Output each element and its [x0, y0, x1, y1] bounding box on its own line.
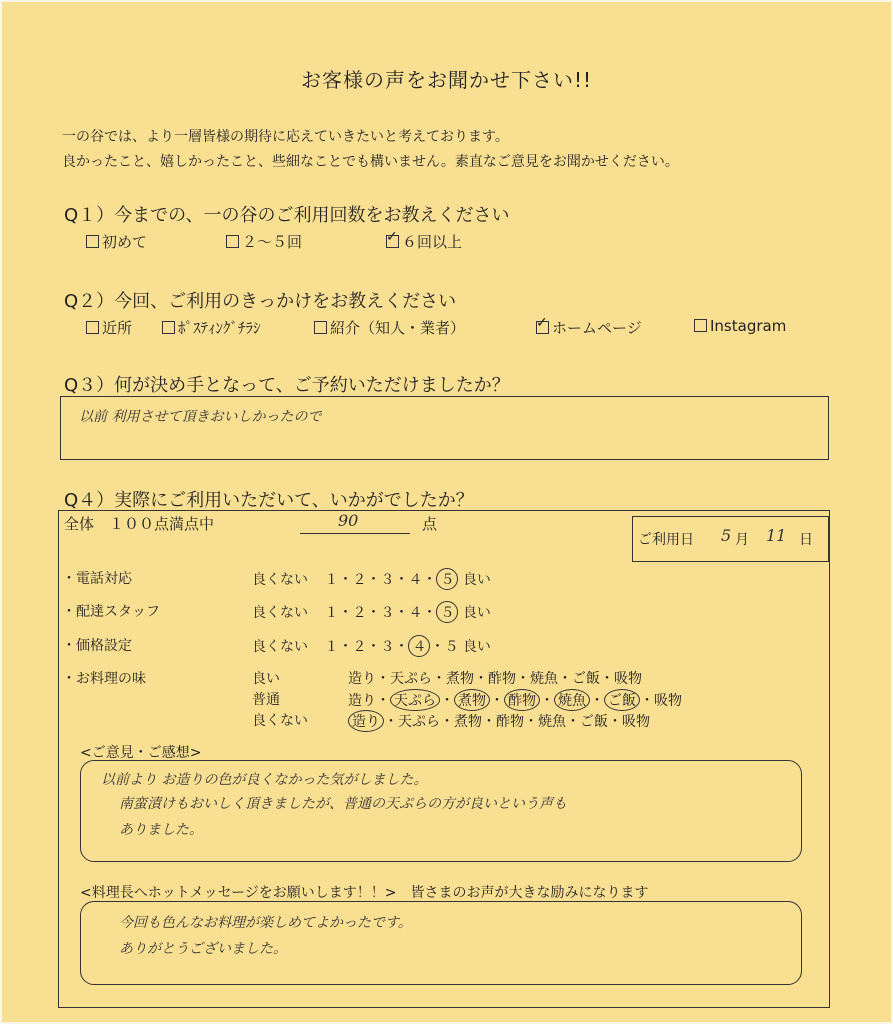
- marked-tsukuri: 造り: [348, 710, 384, 732]
- date-label: ご利用日: [638, 532, 694, 548]
- date-day[interactable]: 11: [766, 526, 787, 545]
- score-value: 90: [338, 511, 359, 530]
- rating-phone-scale[interactable]: 良くない １・２・３・４・ ５ 良い: [252, 568, 491, 590]
- marked-yakizakana: 焼魚: [554, 689, 590, 711]
- q2-label: Q２）今回、ご利用のきっかけをお教えください: [64, 291, 457, 312]
- chef-line-1: 今回も色んなお料理が楽しめてよかったです。: [119, 915, 412, 931]
- intro-line-2: 良かったこと、嬉しかったこと、些細なことでも構いません。素直なご意見をお聞かせください。: [62, 154, 679, 170]
- chef-message-box[interactable]: [80, 901, 802, 985]
- opinion-line-2: 南蛮漬けもおいしく頂きましたが、普通の天ぷらの方が良いという声も: [119, 796, 567, 812]
- chef-line-2: ありがとうございました。: [119, 941, 287, 957]
- intro-line-1: 一の谷では、より一層皆様の期待に応えていきたいと考えております。: [62, 129, 509, 145]
- checked-checkbox-icon[interactable]: [536, 321, 549, 334]
- q1-option-first[interactable]: 初めて: [86, 231, 147, 252]
- q1-label: Q１）今までの、一の谷のご利用回数をお教えください: [64, 205, 510, 226]
- selected-rating-5: ５: [436, 568, 458, 590]
- q4-label: Q４）実際にご利用いただいて、いかがでしたか？: [64, 490, 474, 511]
- opinion-line-3: ありました。: [119, 822, 203, 838]
- selected-rating-5: ５: [436, 601, 458, 623]
- q3-label: Q３）何が決め手となって、ご予約いただけましたか？: [64, 375, 510, 396]
- score-unit: 点: [422, 515, 438, 533]
- score-label: 全体 １００点満点中: [64, 515, 215, 533]
- taste-label: ・お料理の味: [62, 671, 146, 687]
- chef-message-label: <料理長へホットメッセージをお願いします！！> 皆さまのお声が大きな励みになります: [80, 885, 649, 901]
- q2-option-instagram[interactable]: Instagram: [694, 317, 786, 335]
- taste-row-bad[interactable]: 造り ・天ぷら・煮物・酢物・焼魚・ご飯・吸物: [348, 710, 650, 732]
- checkbox-icon[interactable]: [694, 319, 707, 332]
- rating-price-scale[interactable]: 良くない １・２・３・ ４ ・５ 良い: [252, 635, 491, 657]
- taste-level-good: 良い: [252, 671, 280, 687]
- survey-form: [2, 2, 891, 1022]
- taste-level-bad: 良くない: [252, 713, 308, 729]
- marked-tempura: 天ぷら: [390, 689, 440, 711]
- checkbox-icon[interactable]: [86, 321, 99, 334]
- q2-option-homepage[interactable]: ✓ ホームページ: [536, 317, 642, 338]
- opinion-label: <ご意見・ご感想>: [80, 745, 202, 761]
- date-box: [632, 516, 829, 562]
- q2-option-referral[interactable]: 紹介（知人・業者）: [314, 317, 465, 338]
- q3-answer-box[interactable]: [60, 396, 829, 460]
- q1-option-2-5[interactable]: ２～５回: [226, 231, 302, 252]
- marked-gohan: ご飯: [604, 689, 640, 711]
- opinion-line-1: 以前より お造りの色が良くなかった気がしました。: [101, 772, 428, 788]
- marked-nimono: 煮物: [454, 689, 490, 711]
- rating-price-label: ・価格設定: [62, 638, 132, 654]
- rating-phone-label: ・電話対応: [62, 571, 132, 587]
- q3-answer-text: 以前 利用させて頂きおいしかったので: [79, 409, 322, 425]
- date-day-unit: 日: [799, 532, 813, 548]
- q2-option-neighborhood[interactable]: 近所: [86, 317, 132, 338]
- checked-checkbox-icon[interactable]: [386, 235, 399, 248]
- taste-level-normal: 普通: [252, 692, 280, 708]
- page-title: お客様の声をお聞かせ下さい!!: [300, 68, 593, 92]
- score-field[interactable]: [300, 513, 410, 534]
- rating-delivery-label: ・配達スタッフ: [62, 604, 160, 620]
- checkbox-icon[interactable]: [162, 321, 175, 334]
- checkbox-icon[interactable]: [86, 235, 99, 248]
- checkbox-icon[interactable]: [314, 321, 327, 334]
- taste-row-good[interactable]: 造り・天ぷら・煮物・酢物・焼魚・ご飯・吸物: [348, 671, 642, 687]
- opinion-box[interactable]: [80, 760, 802, 862]
- checkbox-icon[interactable]: [226, 235, 239, 248]
- selected-rating-4: ４: [408, 635, 430, 657]
- q1-option-6plus[interactable]: ✓ ６回以上: [386, 231, 462, 252]
- rating-delivery-scale[interactable]: 良くない １・２・３・４・ ５ 良い: [252, 601, 491, 623]
- date-month-unit: 月: [735, 532, 749, 548]
- date-month[interactable]: 5: [721, 526, 732, 545]
- taste-row-normal[interactable]: 造り・ 天ぷら ・ 煮物 ・ 酢物 ・ 焼魚 ・ ご飯 ・吸物: [348, 689, 682, 711]
- marked-sunomono: 酢物: [504, 689, 540, 711]
- q2-option-flyer[interactable]: ﾎﾟｽﾃｨﾝｸﾞﾁﾗｼ: [162, 317, 261, 338]
